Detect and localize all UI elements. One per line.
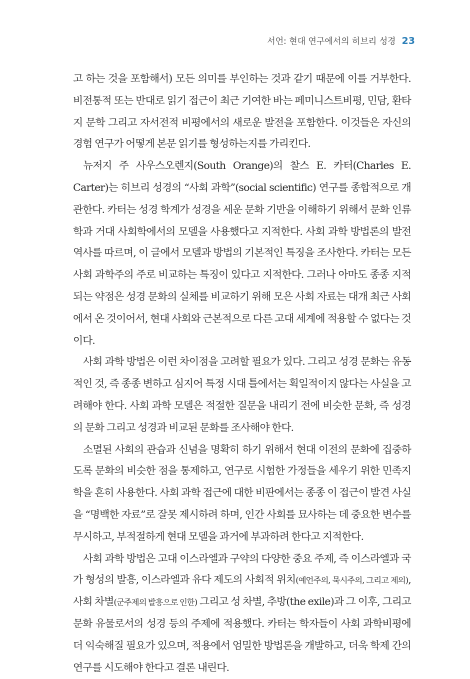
paragraph-3: 사회 과학 방법은 이런 차이점을 고려할 필요가 있다. 그리고 성경 문화는 유동적인 것, 즉 종종 변하고 심지어 특정 시대 틀에서는 획일적이지 않다는 사실을 고려해야 한다. 사회 과학 모델은 적절한 질문을 내리기 전에 비슷한 문화, 즉 성경의 문화 그리고 성경과 비교된 문화를 조사해야 한다. <box>73 356 411 434</box>
paragraph-4: 소멸된 사회의 관습과 신념을 명확히 하기 위해서 현대 이전의 문화에 집중하도록 문화의 비슷한 점을 통제하고, 연구로 시험한 가정들을 세우기 위한 민족지학을 흔히 사용한다. 사회 과학 접근에 대한 비판에서는 종종 이 접근이 발견 사실을 “명백한 자료”로 잘못 제시하려 하며, 인간 사회를 묘사하는 데 중요한 변수를 무시하고, 부적절하게 현대 모델을 과거에 부과하려 한다고 지적한다. <box>73 443 411 543</box>
running-title: 서언: 현대 연구에서의 히브리 성경 <box>267 37 396 47</box>
parenthetical-note: (예언주의, 묵시주의, 그리고 제의) <box>295 575 409 586</box>
paragraph-1: 고 하는 것을 포함해서) 모든 의미를 부인하는 것과 같기 때문에 이를 거부한다. 비전통적 또는 반대로 읽기 접근이 최근 기여한 바는 페미니스트비평, 민담, 환타지 문학 그리고 자서전적 비평에서의 새로운 발전을 포함한다. 이것들은 자신의 경험 연구가 어떻게 본문 읽기를 형성하는지를 가리킨다. <box>73 73 411 151</box>
running-header <box>267 35 415 47</box>
paragraph-2: 뉴저지 주 사우스오렌지(South Orange)의 찰스 E. 카터(Charles E. Carter)는 히브리 성경의 “사회 과학”(social scientific) 연구를 종합적으로 개관한다. 카터는 성경 학계가 성경을 세운 문화 기반을 이해하기 위해서 문화 인류학과 거대 사회학에서의 모델을 사용했다고 지적한다. 사회 과학 방법론의 발전 역사를 따르며, 이 글에서 모델과 방법의 기본적인 특징을 조사한다. 카터는 모든 사회 과학주의 주로 비교하는 특징이 있다고 지적한다. 그러나 아마도 종종 지적되는 약점은 성경 문화의 실체를 비교하기 위해 모은 사회 자료는 대개 최근 사회에서 온 것이어서, 현대 사회와 근본적으로 다른 고대 세계에 적용할 수 없다는 것이다. <box>73 160 411 347</box>
page-number: 23 <box>401 36 415 47</box>
body-text <box>73 69 411 679</box>
paragraph-5: 사회 과학 방법은 고대 이스라엘과 구약의 다양한 중요 주제, 즉 이스라엘과 국가 형성의 발흥, 이스라엘과 유다 제도의 사회적 위치(예언주의, 묵시주의, 그리고 제의), 사회 차별(군주제의 발흥으로 인한) 그리고 성 차별, 추방(the exile)과 그 이후, 그리고 문화 유물로서의 성경 등의 주제에 적용했다. 카터는 학자들이 사회 과학비평에 더 익숙해질 필요가 있으며, 적용에서 엄밀한 방법론을 개발하고, 더욱 학제 간의 연구를 시도해야 한다고 결론 내린다. <box>73 552 411 674</box>
parenthetical-note: (군주제의 발흥으로 인한) <box>113 597 198 608</box>
